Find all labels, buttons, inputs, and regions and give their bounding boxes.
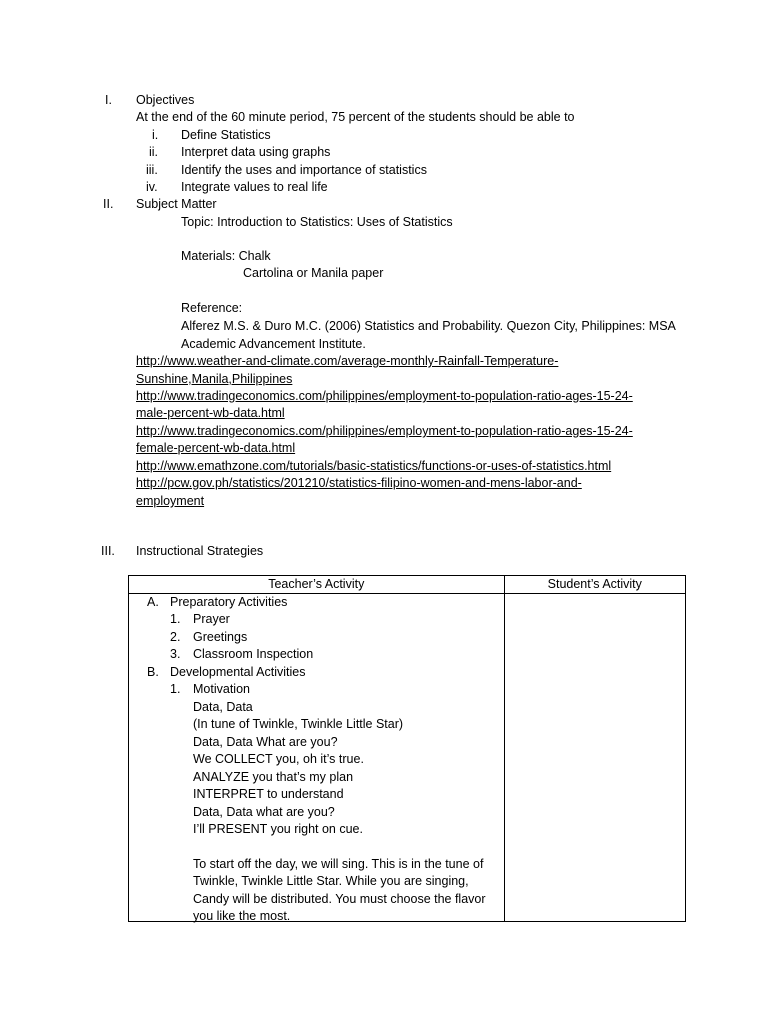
- reference-link-5a[interactable]: http://pcw.gov.ph/statistics/201210/statistics-filipino-women-and-mens-labor-and-: [136, 476, 582, 490]
- section-B-title: Developmental Activities: [170, 665, 306, 680]
- reference-link-4[interactable]: http://www.emathzone.com/tutorials/basic-statistics/functions-or-uses-of-statistics.html: [136, 459, 612, 473]
- table-header-row: [129, 576, 686, 594]
- materials-label: Materials: Chalk: [181, 249, 271, 263]
- section-A-title: Preparatory Activities: [170, 595, 288, 610]
- song-line-6: INTERPRET to understand: [193, 787, 344, 802]
- section2-numeral: II.: [103, 197, 114, 211]
- song-line-8: I’ll PRESENT you right on cue.: [193, 822, 363, 837]
- strategies-table: [128, 575, 686, 922]
- student-activity-cell: [504, 594, 685, 922]
- song-line-1: Data, Data: [193, 700, 253, 715]
- paragraph-line-4: you like the most.: [193, 909, 291, 924]
- objective-text-2: Interpret data using graphs: [181, 145, 331, 159]
- section1-title: Objectives: [136, 93, 195, 107]
- prep-item-num-2: 2.: [170, 630, 181, 645]
- section1-intro: At the end of the 60 minute period, 75 percent of the students should be able to: [136, 110, 575, 124]
- prep-item-text-3: Classroom Inspection: [193, 647, 314, 662]
- paragraph-line-2: Twinkle, Twinkle Little Star. While you are singing,: [193, 874, 469, 889]
- table-row: [129, 594, 686, 922]
- prep-item-num-1: 1.: [170, 612, 181, 627]
- objective-num-2: ii.: [149, 145, 159, 159]
- section-A-letter: A.: [147, 595, 159, 610]
- objective-text-3: Identify the uses and importance of statistics: [181, 163, 427, 177]
- paragraph-line-1: To start off the day, we will sing. This is in the tune of: [193, 857, 484, 872]
- section-B-letter: B.: [147, 665, 159, 680]
- paragraph-line-3: Candy will be distributed. You must choose the flavor: [193, 892, 486, 907]
- section1-numeral: I.: [105, 93, 112, 107]
- reference-link-3a[interactable]: http://www.tradingeconomics.com/philippines/employment-to-population-ratio-ages-15-24-: [136, 424, 633, 438]
- teacher-activity-cell: [129, 594, 505, 922]
- teacher-activity-header: Teacher’s Activity: [129, 576, 505, 594]
- section3-title: Instructional Strategies: [136, 544, 264, 558]
- reference-label: Reference:: [181, 301, 243, 315]
- song-line-2: (In tune of Twinkle, Twinkle Little Star): [193, 717, 404, 732]
- reference-link-2b[interactable]: male-percent-wb-data.html: [136, 406, 285, 420]
- reference-link-3b[interactable]: female-percent-wb-data.html: [136, 441, 296, 455]
- prep-item-text-1: Prayer: [193, 612, 230, 627]
- reference-link-1a[interactable]: http://www.weather-and-climate.com/average-monthly-Rainfall-Temperature-: [136, 354, 559, 368]
- student-activity-header: Student’s Activity: [504, 576, 685, 594]
- song-line-7: Data, Data what are you?: [193, 805, 335, 820]
- reference-line-2: Academic Advancement Institute.: [181, 337, 366, 351]
- topic-line: Topic: Introduction to Statistics: Uses of Statistics: [181, 215, 453, 229]
- song-line-5: ANALYZE you that’s my plan: [193, 770, 354, 785]
- reference-link-2a[interactable]: http://www.tradingeconomics.com/philippines/employment-to-population-ratio-ages-15-24-: [136, 389, 633, 403]
- section2-title: Subject Matter: [136, 197, 217, 211]
- objective-text-1: Define Statistics: [181, 128, 271, 142]
- objective-num-4: iv.: [146, 180, 158, 194]
- reference-link-1b[interactable]: Sunshine,Manila,Philippines: [136, 372, 293, 386]
- prep-item-num-3: 3.: [170, 647, 181, 662]
- objective-num-3: iii.: [146, 163, 158, 177]
- reference-link-5b[interactable]: employment: [136, 494, 205, 508]
- song-line-4: We COLLECT you, oh it’s true.: [193, 752, 364, 767]
- motivation-title: Motivation: [193, 682, 250, 697]
- materials-item-2: Cartolina or Manila paper: [243, 266, 384, 280]
- song-line-3: Data, Data What are you?: [193, 735, 338, 750]
- reference-line-1: Alferez M.S. & Duro M.C. (2006) Statistics and Probability. Quezon City, Philippines: MSA: [181, 319, 676, 333]
- objective-num-1: i.: [152, 128, 159, 142]
- prep-item-text-2: Greetings: [193, 630, 248, 645]
- objective-text-4: Integrate values to real life: [181, 180, 328, 194]
- motivation-num: 1.: [170, 682, 181, 697]
- section3-numeral: III.: [101, 544, 115, 558]
